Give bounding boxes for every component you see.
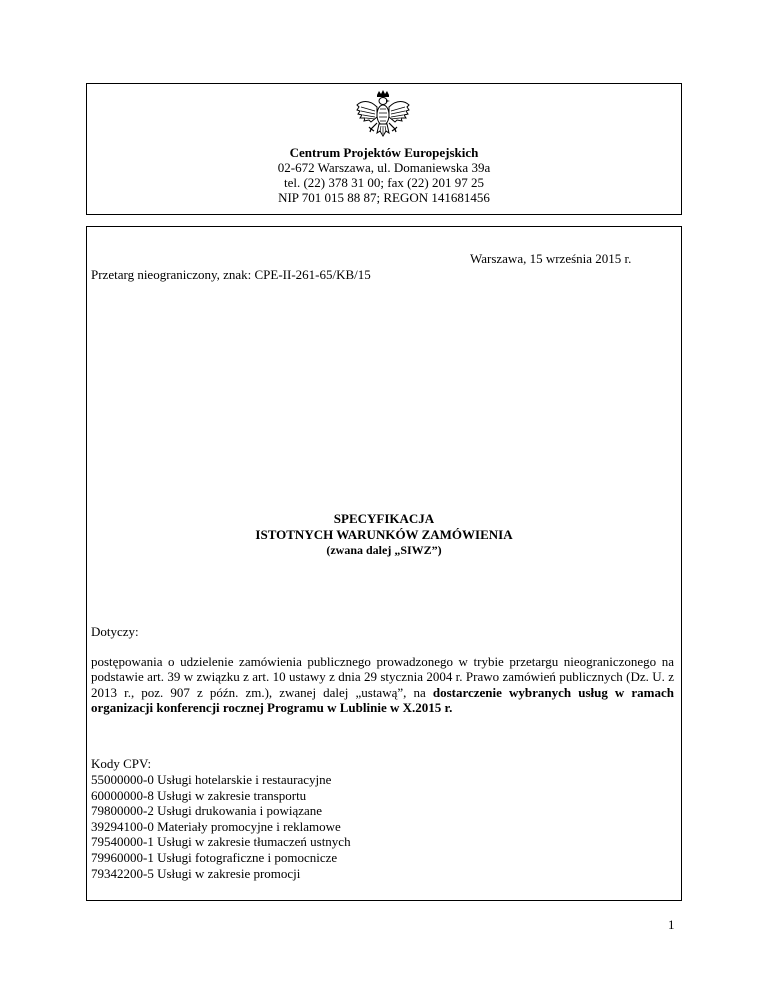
document-title-line3: (zwana dalej „SIWZ”) [326,543,442,557]
cpv-code-item: 79342200-5 Usługi w zakresie promocji [91,865,301,881]
cpv-code-item: 79800000-2 Usługi drukowania i powiązane [91,803,323,819]
cpv-code-list [91,772,351,881]
document-title-line2: ISTOTNYCH WARUNKÓW ZAMÓWIENIA [255,527,513,542]
subject-paragraph [91,654,674,716]
cpv-code-item: 60000000-8 Usługi w zakresie transportu [91,787,307,803]
document-title-line1: SPECYFIKACJA [333,511,435,526]
cpv-code-item: 55000000-0 Usługi hotelarskie i restauracyjne [91,772,332,787]
tender-reference: Przetarg nieograniczony, znak: CPE-II-261-65/KB/15 [91,267,371,282]
subject-paragraph-text: postępowania o udzielenie zamówienia publicznego prowadzonego w trybie przetargu nieograniczonego na podstawie art. 39 w związku z art. 10 ustawy z dnia 29 stycznia 2004 r. Prawo zamówień publicznych (Dz. U. z 2013 r., poz. 907 z późn. zm.), zwanej dalej „ustawą”, na [91,654,674,700]
cpv-code-item: 39294100-0 Materiały promocyjne i reklamowe [91,818,341,834]
cpv-code-item: 79540000-1 Usługi w zakresie tłumaczeń ustnych [91,834,351,850]
page-number: 1 [668,917,675,932]
institution-nip-regon: NIP 701 015 88 87; REGON 141681456 [278,190,490,205]
white-eagle-emblem-icon [355,89,411,145]
place-date: Warszawa, 15 września 2015 r. [470,251,632,266]
cpv-label: Kody CPV: [91,756,152,771]
institution-phone-fax: tel. (22) 378 31 00; fax (22) 201 97 25 [283,175,485,190]
subject-paragraph-bold: dostarczenie wybranych usług w ramach organizacji konferencji rocznej Programu w Lublinie w X.2015 r. [91,684,675,716]
regarding-label: Dotyczy: [91,624,139,639]
institution-name: Centrum Projektów Europejskich [289,145,479,160]
institution-address: 02-672 Warszawa, ul. Domaniewska 39a [277,160,491,175]
cpv-code-item: 79960000-1 Usługi fotograficzne i pomocnicze [91,849,338,865]
